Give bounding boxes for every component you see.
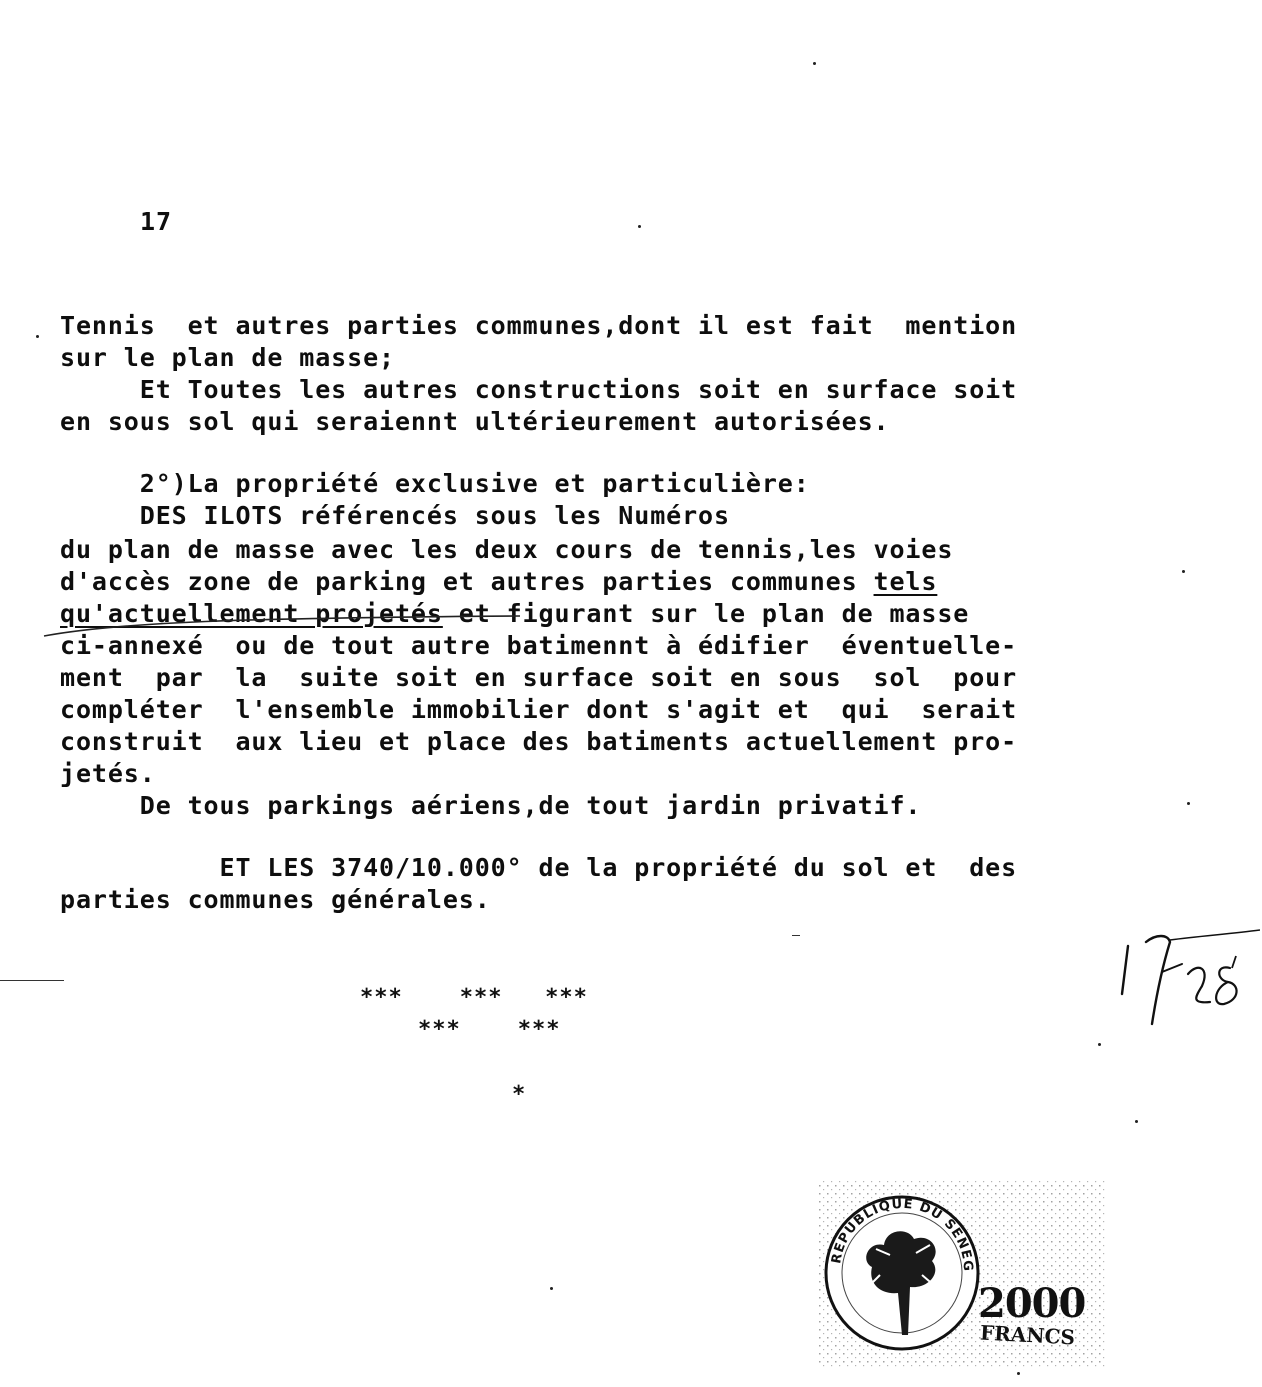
separator-stars: *** *** <box>418 1017 561 1042</box>
section-heading: 2°)La propriété exclusive et particulière: <box>60 469 810 498</box>
pen-stroke <box>40 612 540 642</box>
scan-speck <box>1182 570 1185 573</box>
fiscal-stamp <box>810 1175 1110 1375</box>
text-line: ET LES 3740/10.000° de la propriété du sol et des <box>60 853 1018 882</box>
scan-speck <box>792 935 800 936</box>
stamp-currency: FRANCS <box>979 1320 1076 1350</box>
text-line: en sous sol qui seraiennt ultérieurement autorisées. <box>60 407 890 436</box>
scan-speck <box>1135 1120 1138 1123</box>
text-line: DES ILOTS référencés sous les Numéros <box>60 501 730 530</box>
text-line: Tennis et autres parties communes,dont il est fait mention <box>60 311 1018 340</box>
scan-speck <box>36 335 39 338</box>
scan-speck <box>550 1287 553 1290</box>
separator-stars: * <box>512 1082 527 1107</box>
text-line: parties communes générales. <box>60 885 491 914</box>
margin-mark <box>0 980 64 981</box>
scan-speck <box>1098 1043 1101 1046</box>
text-line: jetés. <box>60 759 156 788</box>
text-line: ci-annexé ou de tout autre batimennt à édifier éventuelle- <box>60 631 1018 660</box>
svg-text:REPUBLIQUE DU SENEGAL: REPUBLIQUE DU SENEG <box>829 1196 976 1273</box>
text-line <box>60 566 937 598</box>
text-line: Et Toutes les autres constructions soit en surface soit <box>60 375 1018 404</box>
scan-speck <box>638 225 641 228</box>
text-line: construit aux lieu et place des batiments actuellement pro- <box>60 727 1018 756</box>
underlined-text: tels <box>873 567 938 596</box>
underlined-text: qu'actuellement projetés <box>60 599 443 628</box>
text-line: De tous parkings aériens,de tout jardin privatif. <box>60 791 922 820</box>
text-line: compléter l'ensemble immobilier dont s'agit et qui serait <box>60 695 1018 724</box>
text-line: sur le plan de masse; <box>60 343 395 372</box>
text-line: ment par la suite soit en surface soit en sous sol pour <box>60 663 1018 692</box>
text-line: du plan de masse avec les deux cours de tennis,les voies <box>60 535 954 564</box>
text-segment: d'accès zone de parking et autres parties communes <box>60 567 858 596</box>
handwritten-folio-signature <box>1110 928 1260 1038</box>
scan-speck <box>1017 1372 1020 1375</box>
scan-speck <box>813 62 816 65</box>
scan-speck <box>1187 802 1190 805</box>
stamp-value: 2000 <box>978 1280 1086 1327</box>
separator-stars: *** *** *** <box>360 985 588 1010</box>
text-segment: et figurant sur le plan de masse <box>442 599 970 628</box>
page-number: 17 <box>140 207 172 236</box>
